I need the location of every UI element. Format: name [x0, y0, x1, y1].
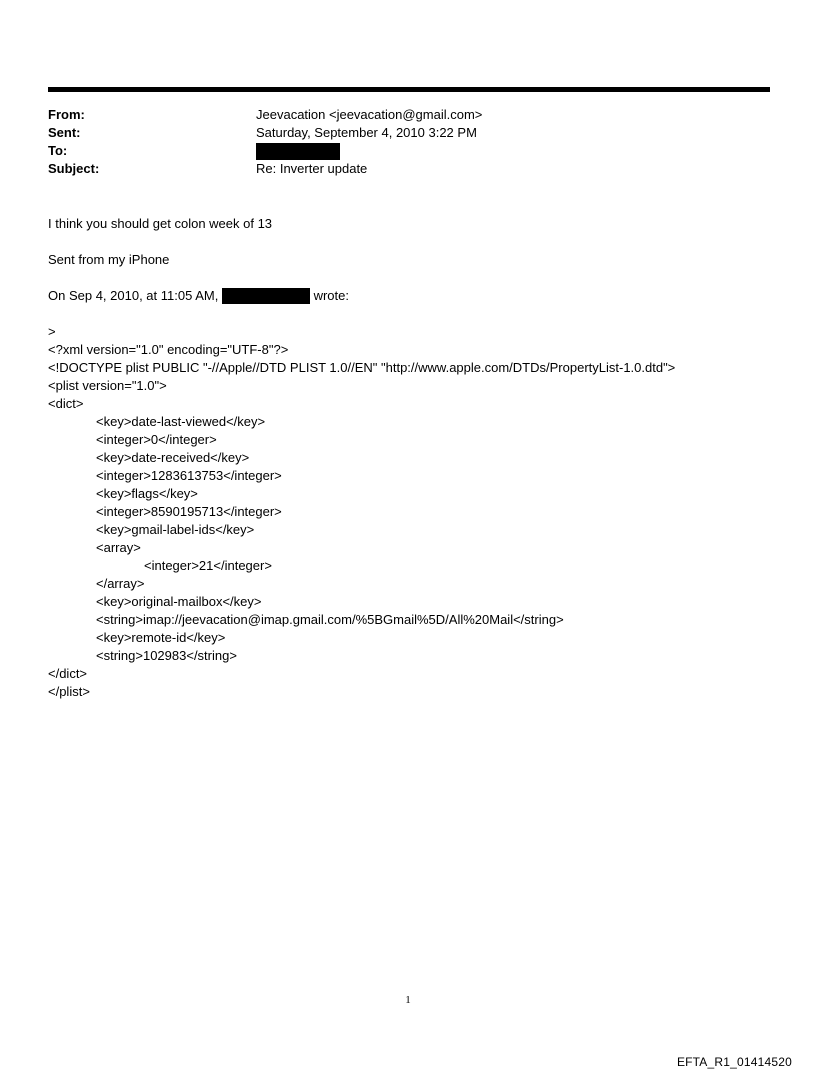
xml-line: <key>date-received</key>	[96, 450, 250, 465]
xml-line: </plist>	[48, 684, 90, 699]
subject-value: Re: Inverter update	[256, 161, 368, 176]
xml-line: <integer>21</integer>	[144, 558, 272, 573]
xml-line: </array>	[96, 576, 145, 591]
xml-line: <dict>	[48, 396, 84, 411]
redaction-box	[222, 288, 310, 304]
xml-line: <integer>8590195713</integer>	[96, 504, 282, 519]
from-label: From:	[48, 107, 85, 122]
xml-line: <integer>1283613753</integer>	[96, 468, 282, 483]
from-row	[48, 106, 748, 124]
xml-line: <?xml version="1.0" encoding="UTF-8"?>	[48, 342, 289, 357]
xml-line: <!DOCTYPE plist PUBLIC "-//Apple//DTD PLIST 1.0//EN" "http://www.apple.com/DTDs/PropertyList-1.0.dtd">	[48, 360, 676, 375]
xml-line: >	[48, 324, 56, 339]
xml-line: <string>102983</string>	[96, 648, 237, 663]
from-value: Jeevacation <jeevacation@gmail.com>	[256, 107, 483, 122]
to-label: To:	[48, 143, 68, 158]
xml-line: <key>date-last-viewed</key>	[96, 414, 266, 429]
xml-line: <key>gmail-label-ids</key>	[96, 522, 255, 537]
to-value	[256, 142, 748, 160]
quoted-xml-block	[48, 323, 675, 701]
body-paragraph: I think you should get colon week of 13	[48, 216, 273, 231]
attribution-prefix: On Sep 4, 2010, at 11:05 AM,	[48, 288, 219, 303]
xml-line: <string>imap://jeevacation@imap.gmail.com/%5BGmail%5D/All%20Mail</string>	[96, 612, 564, 627]
subject-row	[48, 160, 748, 178]
header-divider-rule	[48, 87, 770, 92]
subject-label: Subject:	[48, 161, 100, 176]
email-header	[48, 106, 748, 178]
xml-line: </dict>	[48, 666, 88, 681]
xml-line: <array>	[96, 540, 141, 555]
attribution-suffix: wrote:	[309, 288, 349, 303]
to-row	[48, 142, 748, 160]
redaction-box	[256, 143, 340, 160]
page-number: 1	[405, 994, 411, 1006]
quote-attribution	[48, 287, 349, 306]
sent-value: Saturday, September 4, 2010 3:22 PM	[256, 125, 477, 140]
sent-row	[48, 124, 748, 142]
xml-line: <key>flags</key>	[96, 486, 198, 501]
signature-line: Sent from my iPhone	[48, 252, 170, 267]
xml-line: <key>original-mailbox</key>	[96, 594, 262, 609]
xml-line: <integer>0</integer>	[96, 432, 217, 447]
bates-number: EFTA_R1_01414520	[676, 1055, 792, 1069]
xml-line: <plist version="1.0">	[48, 378, 167, 393]
xml-line: <key>remote-id</key>	[96, 630, 226, 645]
sent-label: Sent:	[48, 125, 81, 140]
